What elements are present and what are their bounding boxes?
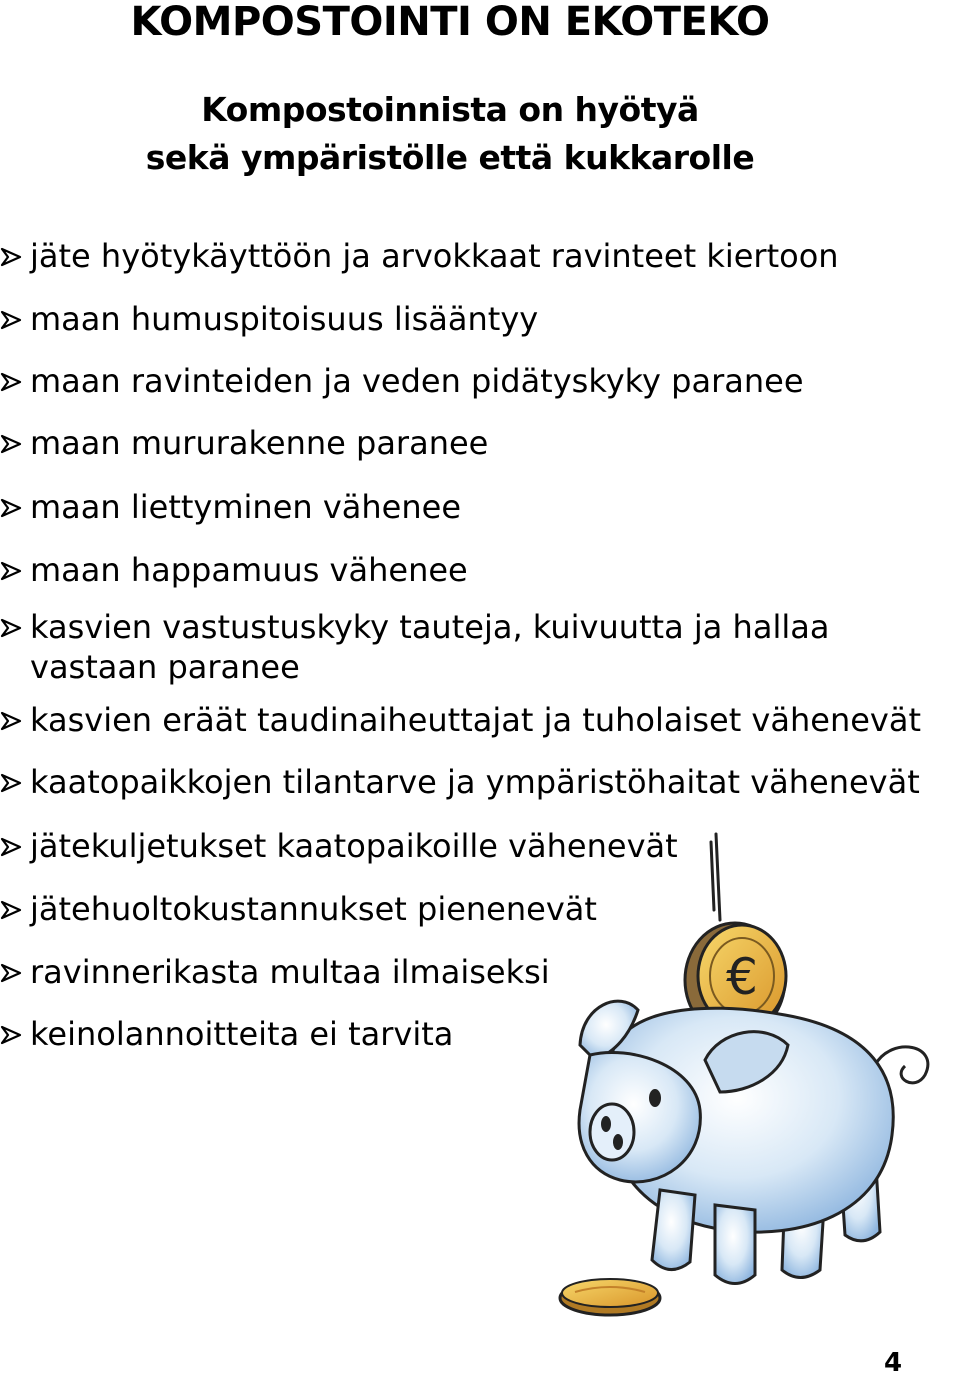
list-item-text: maan liettyminen vähenee: [30, 488, 461, 526]
arrow-bullet-icon: [0, 952, 30, 992]
arrow-bullet-icon: [0, 607, 30, 647]
subtitle-line-2: sekä ympäristölle että kukkarolle: [145, 138, 755, 177]
list-item: [0, 952, 550, 992]
list-item-text: maan ravinteiden ja veden pidätyskyky paranee: [30, 362, 804, 400]
list-item: [0, 299, 538, 339]
arrow-bullet-icon: [0, 550, 30, 590]
arrow-bullet-icon: [0, 762, 30, 802]
list-item-text: ravinnerikasta multaa ilmaiseksi: [30, 953, 550, 991]
list-item: [0, 889, 597, 929]
list-item-text: kasvien vastustuskyky tauteja, kuivuutta ja hallaa: [30, 608, 830, 646]
arrow-bullet-icon: [0, 361, 30, 401]
arrow-bullet-icon: [0, 1014, 30, 1054]
list-item: [0, 550, 468, 590]
list-item: [0, 762, 920, 802]
floor-coin-icon: [560, 1279, 660, 1315]
list-item: [0, 236, 839, 276]
list-item: [0, 700, 921, 740]
page-title: KOMPOSTOINTI ON EKOTEKO: [130, 0, 770, 45]
list-item-text: kaatopaikkojen tilantarve ja ympäristöhaitat vähenevät: [30, 763, 920, 801]
arrow-bullet-icon: [0, 700, 30, 740]
arrow-bullet-icon: [0, 423, 30, 463]
arrow-bullet-icon: [0, 299, 30, 339]
euro-symbol: €: [726, 948, 758, 1006]
list-item-text: maan humuspitoisuus lisääntyy: [30, 300, 539, 338]
arrow-bullet-icon: [0, 487, 30, 527]
arrow-bullet-icon: [0, 826, 30, 866]
list-item-text: jätehuoltokustannukset pienenevät: [30, 890, 597, 928]
list-item: [0, 487, 461, 527]
list-item-text: jätekuljetukset kaatopaikoille vähenevät: [30, 827, 678, 865]
arrow-bullet-icon: [0, 236, 30, 276]
arrow-bullet-icon: [0, 889, 30, 929]
list-item-continuation: vastaan paranee: [30, 648, 300, 686]
motion-lines: [711, 834, 720, 920]
list-item-text: jäte hyötykäyttöön ja arvokkaat ravinteet kiertoon: [30, 237, 839, 275]
list-item-text: keinolannoitteita ei tarvita: [30, 1015, 454, 1053]
list-item-text: maan mururakenne paranee: [30, 424, 489, 462]
list-item-text: maan happamuus vähenee: [30, 551, 468, 589]
subtitle-line-1: Kompostoinnista on hyötyä: [201, 90, 699, 129]
list-item-text: kasvien eräät taudinaiheuttajat ja tuholaiset vähenevät: [30, 701, 921, 739]
list-item: [0, 423, 488, 463]
list-item: [0, 607, 829, 687]
list-item: [0, 361, 804, 401]
piggy-bank-icon: [520, 830, 950, 1350]
page-number: 4: [884, 1348, 903, 1378]
list-item: [0, 1014, 453, 1054]
